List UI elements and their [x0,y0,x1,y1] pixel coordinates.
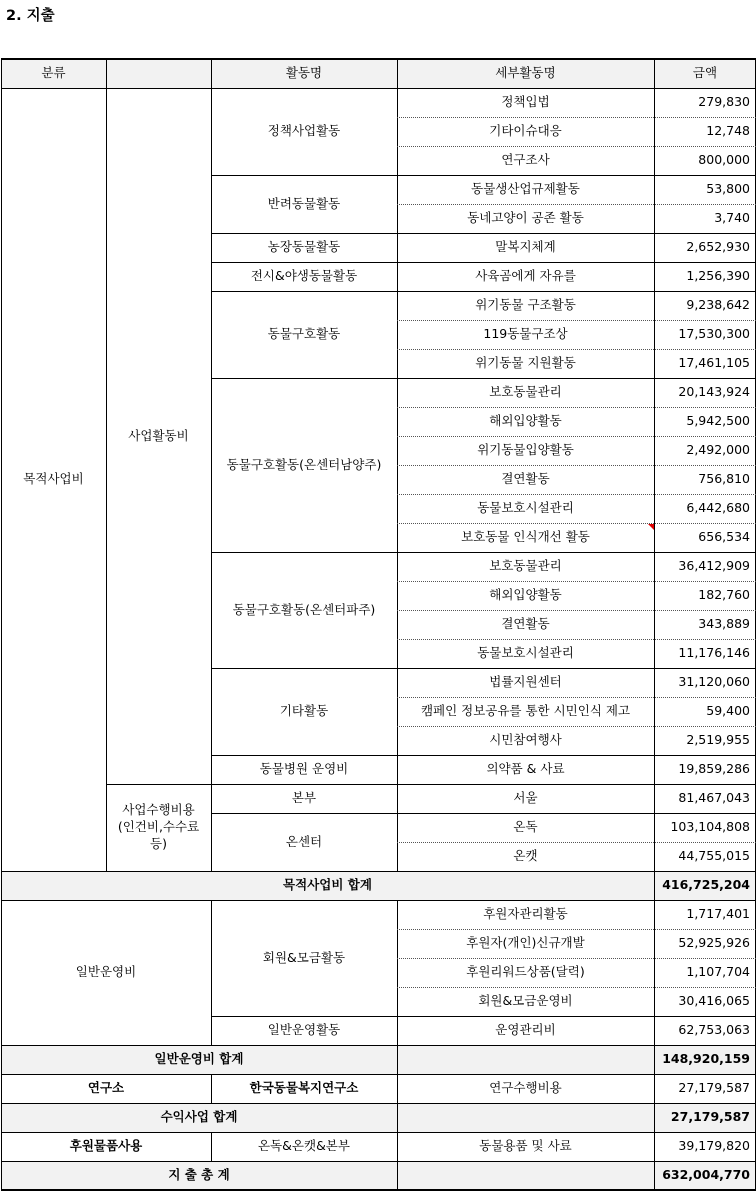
column-border [397,1132,398,1161]
column-border [211,88,212,871]
detail-cell: 동물보호시설관리 [477,500,574,516]
general-total-label: 일반운영비 합계 [154,1051,244,1067]
amount-cell: 2,492,000 [686,442,750,458]
column-border [397,1103,398,1132]
column-border [1,900,2,1045]
amount-cell: 17,530,300 [678,326,750,342]
detail-cell: 기타이슈대응 [489,123,562,139]
subcategory-operating-cost: 사업수행비용 (인건비,수수료 등) [117,802,200,851]
detail-cell: 동네고양이 공존 활동 [467,210,584,226]
row-border [1,1161,756,1162]
column-border [397,900,398,1045]
amount-cell: 12,748 [706,123,750,139]
column-border [397,1045,398,1074]
total-top-border [1,871,756,872]
detail-cell: 말복지체계 [495,239,556,255]
header-amount: 금액 [692,64,718,80]
grand-total-amount: 632,004,770 [662,1167,750,1183]
column-border [211,900,212,1045]
row-border [211,262,756,263]
detail-cell: 온캣 [513,848,538,864]
column-border [1,1045,2,1074]
dotted-row-divider [397,523,756,524]
column-border [397,88,398,871]
detail-cell: 해외입양활동 [489,413,562,429]
column-border [106,88,107,871]
column-border [654,1103,655,1132]
amount-cell: 2,519,955 [686,732,750,748]
detail-cell: 운영관리비 [495,1022,556,1038]
header-column-border [211,58,212,88]
row-border [211,233,756,234]
detail-cell: 보호동물 인식개선 활동 [461,529,590,545]
amount-cell: 6,442,680 [686,500,750,516]
category-general-operating: 일반운영비 [75,964,137,980]
dotted-row-divider [397,958,756,959]
detail-cell: 법률지원센터 [489,674,562,690]
dotted-row-divider [397,581,756,582]
amount-cell: 756,810 [698,471,750,487]
amount-cell: 30,416,065 [678,993,750,1009]
income-total-amount: 27,179,587 [670,1109,750,1125]
detail-cell: 위기동물 구조활동 [475,297,576,313]
amount-cell: 27,179,587 [678,1080,750,1096]
column-border [654,871,655,900]
amount-cell: 31,120,060 [678,674,750,690]
header-column-border [106,58,107,88]
dotted-row-divider [397,465,756,466]
column-border [1,1074,2,1103]
header-category: 분류 [41,64,66,80]
purpose-total-amount: 416,725,204 [662,877,750,893]
amount-cell: 36,412,909 [678,558,750,574]
activity-group-cell: 전시&야생동물활동 [250,268,358,284]
row-border [211,552,756,553]
header-subcategory [106,58,211,88]
amount-cell: 17,461,105 [678,355,750,371]
dotted-row-divider [397,726,756,727]
research-activity: 한국동물복지연구소 [249,1080,359,1096]
subcategory-business-activity: 사업활동비 [128,427,189,443]
dotted-row-divider [397,204,756,205]
detail-cell: 후원리워드상품(달력) [466,964,585,980]
activity-group-cell: 회원&모금활동 [262,949,346,965]
amount-cell: 800,000 [698,152,750,168]
activity-group-cell: 동물구호활동(온센터남양주) [226,456,382,472]
row-border [211,1016,756,1017]
detail-cell: 결연활동 [501,471,550,487]
column-border [1,88,2,871]
column-border [654,88,655,871]
purpose-total-label: 목적사업비 합계 [283,877,372,893]
detail-cell: 후원자(개인)신규개발 [466,935,585,951]
row-border [211,755,756,756]
row-border [211,378,756,379]
dotted-row-divider [397,639,756,640]
dotted-row-divider [397,929,756,930]
activity-group-cell: 반려동물활동 [267,195,341,211]
detail-cell: 동물용품 및 사료 [479,1138,572,1154]
general-total-amount: 148,920,159 [662,1051,750,1067]
amount-cell: 1,256,390 [686,268,750,284]
column-border [654,900,655,1045]
amount-cell: 103,104,808 [670,819,750,835]
detail-cell: 보호동물관리 [489,558,562,574]
activity-group-cell: 동물구호활동(온센터파주) [232,601,376,617]
column-border [1,1132,2,1161]
activity-group-cell: 정책사업활동 [267,123,341,139]
row-border [211,813,756,814]
detail-cell: 회원&모금운영비 [478,993,573,1009]
amount-cell: 59,400 [706,703,750,719]
total-bottom-border [1,1132,756,1133]
detail-cell: 119동물구조상 [483,326,568,342]
header-activity: 활동명 [285,64,323,80]
detail-cell: 위기동물 지원활동 [475,355,576,371]
column-border [654,1074,655,1103]
page-title: 2. 지출 [6,8,55,24]
amount-cell: 52,925,926 [678,935,750,951]
column-border [397,1161,398,1190]
detail-cell: 연구수행비용 [489,1080,562,1096]
dotted-row-divider [397,146,756,147]
row-border [106,784,756,785]
amount-cell: 9,238,642 [686,297,750,313]
detail-cell: 동물보호시설관리 [477,645,574,661]
row-border [211,668,756,669]
income-total-label: 수익사업 합계 [160,1109,238,1125]
amount-cell: 53,800 [706,181,750,197]
category-donated-goods: 후원물품사용 [69,1138,143,1154]
detail-cell: 시민참여행사 [489,732,562,748]
amount-cell: 81,467,043 [678,790,750,806]
dotted-row-divider [397,436,756,437]
donated-goods-activity: 온독&온캣&본부 [258,1138,350,1154]
amount-cell: 19,859,286 [678,761,750,777]
dotted-row-divider [397,987,756,988]
detail-cell: 보호동물관리 [489,384,562,400]
total-top-border [1,1103,756,1104]
dotted-row-divider [397,842,756,843]
column-border [654,1045,655,1074]
total-bottom-border [1,1074,756,1075]
dotted-row-divider [397,117,756,118]
column-border [1,1103,2,1132]
grand-total-label: 지 출 총 계 [168,1167,230,1183]
activity-group-cell: 일반운영활동 [267,1022,341,1038]
dotted-row-divider [397,349,756,350]
activity-group-cell: 기타활동 [279,703,329,719]
amount-cell: 3,740 [714,210,750,226]
amount-cell: 62,753,063 [678,1022,750,1038]
dotted-row-divider [397,610,756,611]
header-bottom-border [1,88,756,89]
amount-cell: 1,107,704 [686,964,750,980]
activity-group-cell: 농장동물활동 [267,239,341,255]
dotted-row-divider [397,494,756,495]
detail-cell: 위기동물입양활동 [477,442,574,458]
row-border [211,291,756,292]
amount-cell: 20,143,924 [678,384,750,400]
header-column-border [397,58,398,88]
activity-group-cell: 본부 [291,790,317,806]
amount-cell: 44,755,015 [678,848,750,864]
detail-cell: 서울 [513,790,538,806]
amount-cell: 39,179,820 [678,1138,750,1154]
dotted-row-divider [397,320,756,321]
dotted-row-divider [397,697,756,698]
amount-cell: 5,942,500 [686,413,750,429]
detail-cell: 온독 [513,819,538,835]
dotted-row-divider [397,407,756,408]
table-top-border [1,58,756,60]
header-column-border [1,58,2,88]
activity-group-cell: 온센터 [285,833,323,849]
amount-cell: 656,534 [698,529,750,545]
amount-cell: 343,889 [698,616,750,632]
detail-cell: 캠페인 정보공유를 통한 시민인식 제고 [420,703,631,719]
column-border [211,1074,212,1103]
column-border [397,1074,398,1103]
column-border [211,1132,212,1161]
activity-group-cell: 동물병원 운영비 [259,761,349,777]
column-border [1,871,2,900]
detail-cell: 동물생산업규제활동 [471,181,580,197]
total-top-border [1,1045,756,1046]
amount-cell: 182,760 [698,587,750,603]
row-border [211,175,756,176]
total-bottom-border [1,900,756,901]
detail-cell: 정책입법 [501,94,550,110]
amount-cell: 279,830 [698,94,750,110]
comment-indicator-icon[interactable] [648,524,654,530]
detail-cell: 결연활동 [501,616,550,632]
detail-cell: 의약품 & 사료 [486,761,565,777]
activity-group-cell: 동물구호활동 [267,326,341,342]
amount-cell: 11,176,146 [678,645,750,661]
header-column-border [654,58,655,88]
amount-cell: 1,717,401 [686,906,750,922]
column-border [1,1161,2,1190]
header-detail: 세부활동명 [495,64,556,80]
category-purpose-business: 목적사업비 [23,471,84,487]
category-research: 연구소 [87,1080,125,1096]
detail-cell: 후원자관리활동 [483,906,568,922]
amount-cell: 2,652,930 [686,239,750,255]
detail-cell: 해외입양활동 [489,587,562,603]
detail-cell: 연구조사 [501,152,550,168]
detail-cell: 사육곰에게 자유를 [475,268,576,284]
column-border [654,1132,655,1161]
column-border [654,1161,655,1190]
